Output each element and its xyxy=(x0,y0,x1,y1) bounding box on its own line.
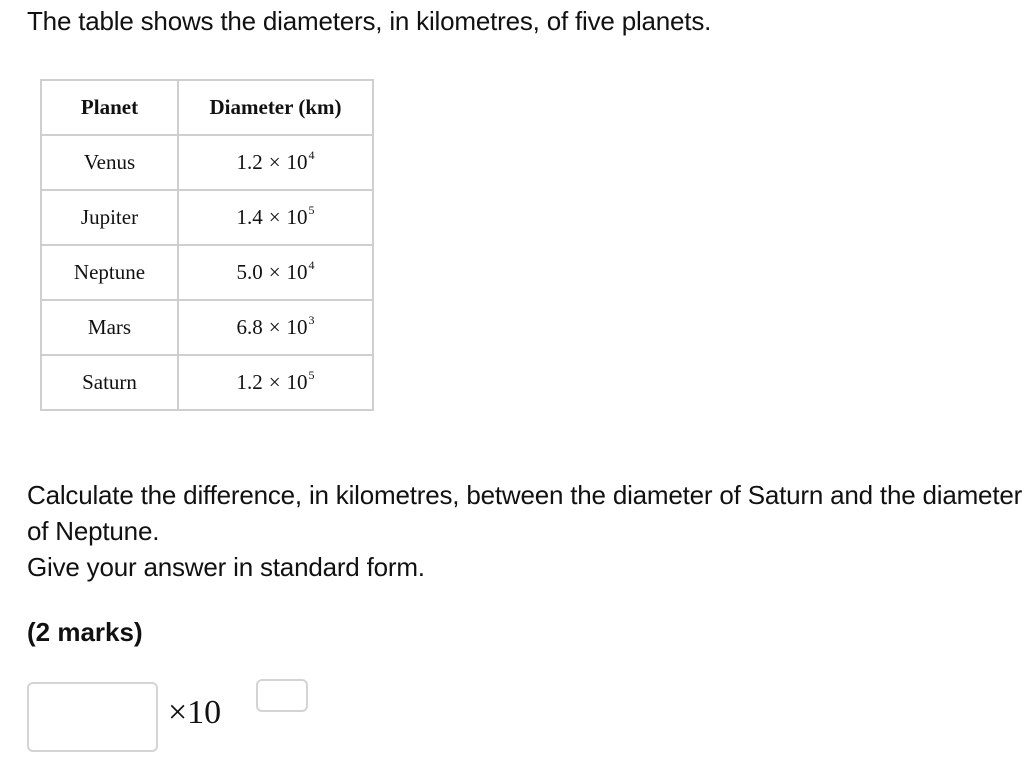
question-text xyxy=(27,477,1027,585)
diameter-mantissa: 5.0 xyxy=(236,260,263,284)
times-sign: × xyxy=(268,315,281,339)
header-planet: Planet xyxy=(41,80,178,135)
planet-diameter xyxy=(178,245,373,300)
planet-diameter xyxy=(178,355,373,410)
times-sign: × xyxy=(268,150,281,174)
diameter-exponent: 5 xyxy=(308,203,315,217)
planet-diameter xyxy=(178,135,373,190)
table-row xyxy=(41,355,373,410)
diameter-mantissa: 6.8 xyxy=(236,315,263,339)
table-row xyxy=(41,300,373,355)
diameter-base: 10 xyxy=(286,205,308,229)
times-sign: × xyxy=(268,260,281,284)
table-row xyxy=(41,245,373,300)
diameter-mantissa: 1.2 xyxy=(236,150,263,174)
times-ten-label: ×10 xyxy=(168,694,222,731)
planet-name: Saturn xyxy=(41,355,178,410)
answer-mantissa-input[interactable] xyxy=(27,682,158,752)
planet-name: Mars xyxy=(41,300,178,355)
question-intro: The table shows the diameters, in kilometres, of five planets. xyxy=(27,6,712,36)
question-line-1: Calculate the difference, in kilometres, between the diameter of Saturn and the diameter of Neptune. xyxy=(27,480,1023,546)
diameter-mantissa: 1.2 xyxy=(236,370,263,394)
diameter-mantissa: 1.4 xyxy=(236,205,263,229)
diameter-base: 10 xyxy=(286,315,308,339)
planet-diameter xyxy=(178,300,373,355)
diameter-exponent: 3 xyxy=(308,313,315,327)
question-line-2: Give your answer in standard form. xyxy=(27,552,425,582)
diameter-exponent: 5 xyxy=(308,368,315,382)
answer-exponent-input[interactable] xyxy=(256,679,308,712)
planet-name: Venus xyxy=(41,135,178,190)
diameter-exponent: 4 xyxy=(308,148,315,162)
planet-diameter xyxy=(178,190,373,245)
table-header-row xyxy=(41,80,373,135)
times-sign: × xyxy=(268,205,281,229)
marks-label: (2 marks) xyxy=(27,617,143,647)
table-row xyxy=(41,135,373,190)
planet-name: Neptune xyxy=(41,245,178,300)
diameter-base: 10 xyxy=(286,150,308,174)
diameter-exponent: 4 xyxy=(308,258,315,272)
header-diameter: Diameter (km) xyxy=(178,80,373,135)
planet-diameter-table xyxy=(40,79,374,411)
diameter-base: 10 xyxy=(286,370,308,394)
planet-name: Jupiter xyxy=(41,190,178,245)
table-row xyxy=(41,190,373,245)
times-sign: × xyxy=(268,370,281,394)
diameter-base: 10 xyxy=(286,260,308,284)
